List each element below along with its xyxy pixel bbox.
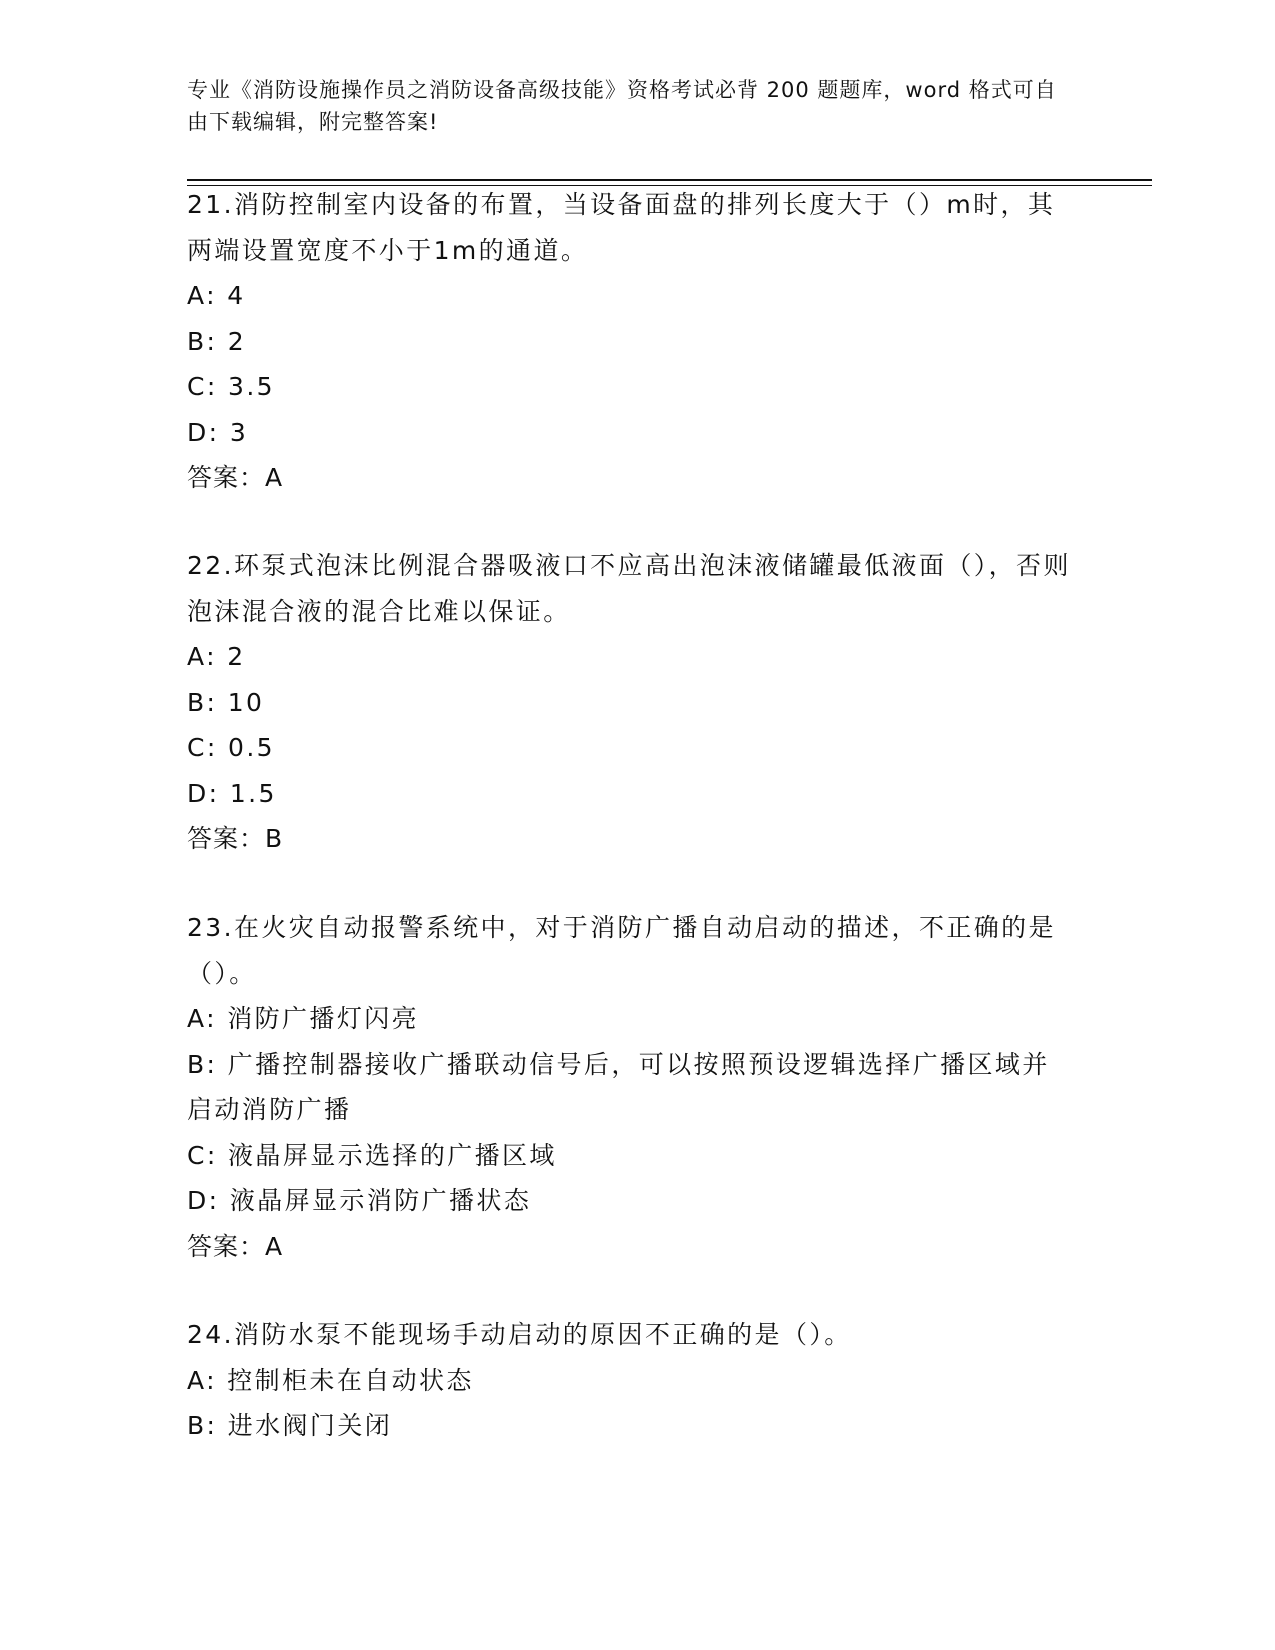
question-23 (187, 905, 1077, 1269)
header-rule-thick (187, 179, 1152, 181)
option-d: D: 3 (187, 417, 249, 447)
answer: 答案：B (187, 824, 284, 853)
option-c: C: 液晶屏显示选择的广播区域 (187, 1140, 557, 1170)
option-d: D: 1.5 (187, 778, 277, 808)
question-stem: 24.消防水泵不能现场手动启动的原因不正确的是（）。 (187, 1320, 852, 1349)
option-a: A: 消防广播灯闪亮 (187, 1004, 420, 1033)
option-c: C: 3.5 (187, 372, 275, 401)
document-header: 专业《消防设施操作员之消防设备高级技能》资格考试必背 200 题题库，word 格式可自由下载编辑，附完整答案! (187, 78, 1057, 134)
option-a: A: 2 (187, 642, 246, 671)
option-c: C: 0.5 (187, 733, 275, 762)
question-21 (187, 182, 1077, 501)
option-b: B: 2 (187, 326, 247, 356)
option-b: B: 10 (187, 687, 265, 717)
option-a: A: 控制柜未在自动状态 (187, 1365, 474, 1395)
option-d: D: 液晶屏显示消防广播状态 (187, 1186, 532, 1215)
question-stem: 22.环泵式泡沫比例混合器吸液口不应高出泡沫液储罐最低液面（），否则泡沫混合液的混合比难以保证。 (187, 551, 1071, 626)
option-b: B: 进水阀门关闭 (187, 1411, 393, 1440)
question-24 (187, 1312, 1077, 1449)
option-b: B: 广播控制器接收广播联动信号后，可以按照预设逻辑选择广播区域并启动消防广播 (187, 1049, 1050, 1124)
question-22 (187, 543, 1077, 862)
question-stem: 23.在火灾自动报警系统中，对于消防广播自动启动的描述，不正确的是（）。 (187, 913, 1056, 988)
question-stem: 21.消防控制室内设备的布置，当设备面盘的排列长度大于（）m时，其两端设置宽度不小于1m的通道。 (187, 190, 1056, 265)
option-a: A: 4 (187, 281, 246, 310)
answer: 答案：A (187, 1231, 284, 1261)
answer: 答案：A (187, 463, 284, 492)
